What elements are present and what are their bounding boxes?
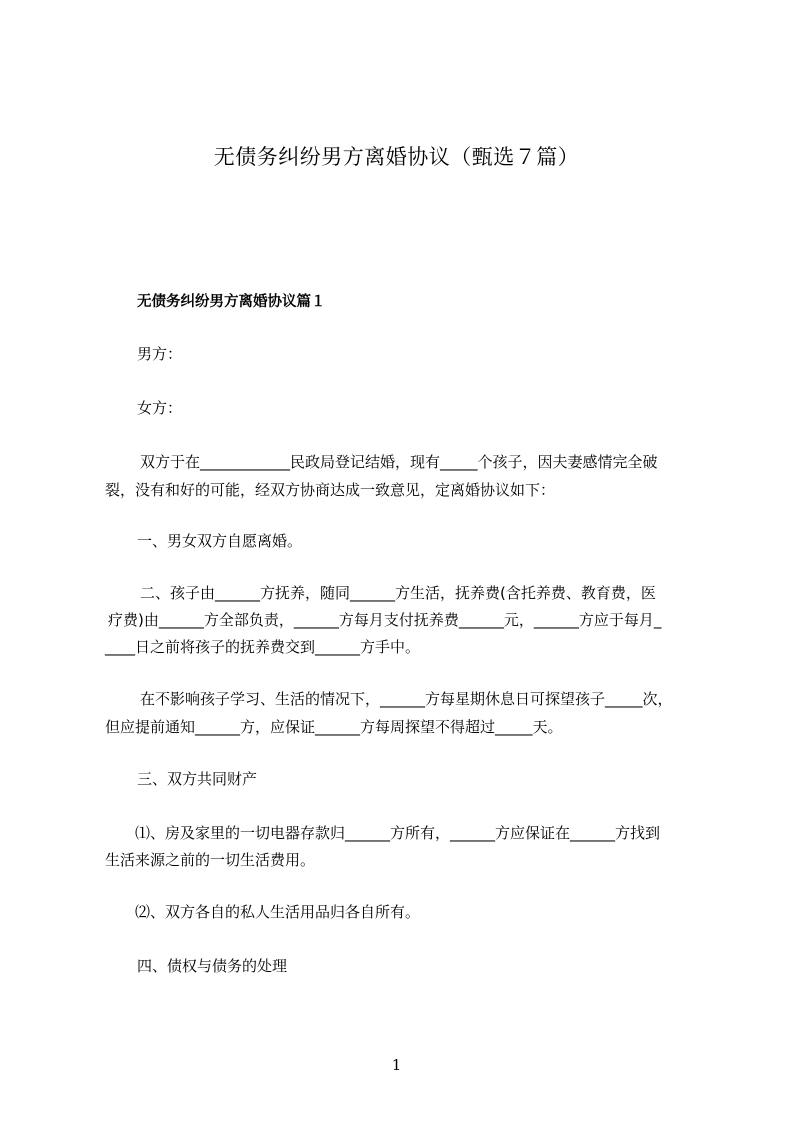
paragraph-line: 男方： bbox=[137, 345, 183, 363]
paragraph-line: 一、男女双方自愿离婚。 bbox=[137, 532, 303, 550]
document-title: 无债务纠纷男方离婚协议（甄选７篇） bbox=[213, 145, 580, 169]
paragraph-line: 女方： bbox=[137, 399, 183, 417]
paragraph-line: 生活来源之前的一切生活费用。 bbox=[105, 851, 316, 869]
paragraph-line: 四、债权与债务的处理 bbox=[137, 957, 288, 975]
page-number: 1 bbox=[391, 1056, 402, 1074]
paragraph-line: ⑴、房及家里的一切电器存款归______方所有，______方应保证在______方找到 bbox=[135, 824, 661, 842]
paragraph-line: ____日之前将孩子的抚养费交到______方手中。 bbox=[105, 638, 421, 656]
paragraph-line: 裂，没有和好的可能，经双方协商达成一致意见，定离婚协议如下： bbox=[105, 481, 556, 499]
paragraph-line: ⑵、双方各自的私人生活用品归各自所有。 bbox=[135, 903, 421, 921]
paragraph-line: 疗费)由______方全部负责，______方每月支付抚养费______元，______方应于每月_ bbox=[108, 611, 662, 629]
paragraph-line: 但应提前通知______方，应保证______方每周探望不得超过_____天。 bbox=[105, 718, 563, 736]
paragraph-line: 双方于在____________民政局登记结婚，现有_____个孩子，因夫妻感情完全破 bbox=[140, 453, 658, 471]
paragraph-line: 在不影响孩子学习、生活的情况下，______方每星期休息日可探望孩子_____次， bbox=[140, 690, 673, 708]
paragraph-line: 二、孩子由______方抚养，随同______方生活，抚养费(含托养费、教育费，医 bbox=[140, 584, 656, 602]
section-heading: 无债务纠纷男方离婚协议篇１ bbox=[137, 294, 326, 310]
paragraph-line: 三、双方共同财产 bbox=[137, 770, 258, 788]
